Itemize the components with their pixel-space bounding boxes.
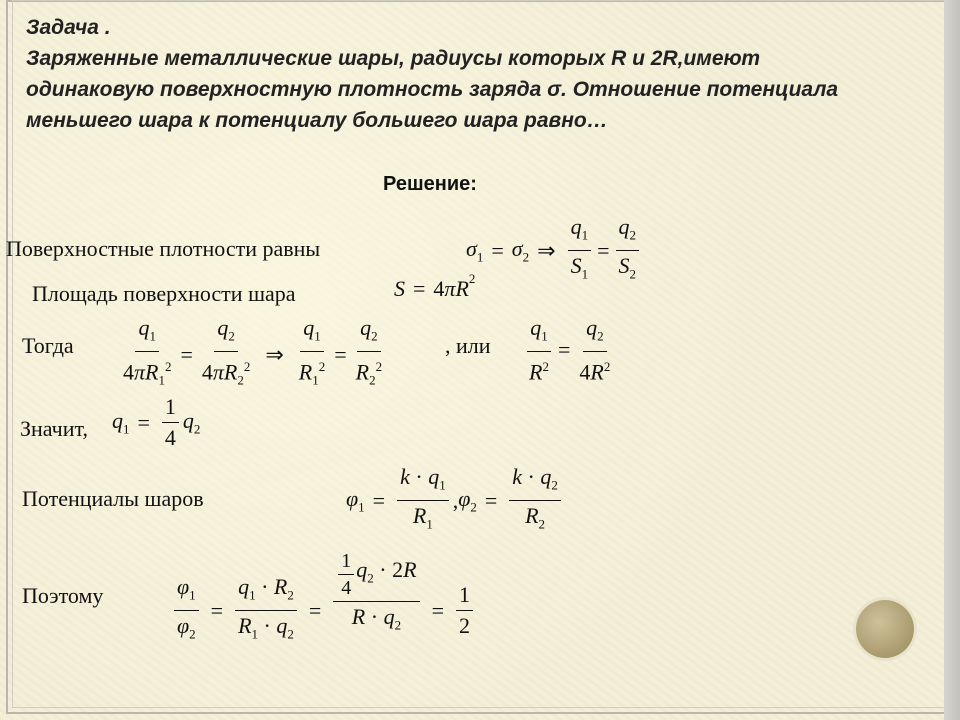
task-line-2: одинаковую поверхностную плотность заряда σ. Отношение потенциала <box>26 78 839 101</box>
or-label: , или <box>445 333 491 358</box>
task-line-3: меньшего шара к потенциалу большего шара равно… <box>26 109 608 132</box>
area-formula: S = 4 πR $^2$ <box>394 271 476 301</box>
densities-formula: $\sigma_1$ = $\sigma_2$ ⇒ $\frac{q_1}{S_1}$ = $\frac{q_2}{S_2}$ <box>466 214 643 288</box>
task-heading: Задача . <box>26 16 111 39</box>
area-label: Площадь поверхности шара <box>32 281 296 306</box>
means-label: Значит, <box>20 416 88 441</box>
or-formula: $\frac{q_1}{R^2}$ = $\frac{q_2}{4R^2}$ <box>529 315 611 385</box>
right-edge-bar <box>944 0 960 720</box>
potentials-label: Потенциалы шаров <box>22 486 204 511</box>
therefore-formula: $\frac{\varphi_1}{\varphi_2}$ = $\frac{q_1 \cdot R_2}{R_1 \cdot q_2}$ = $\frac{1}{4}$ $q_2 \cdot 2R$ $R \cdot q_2$ = $\frac{1}{2}$ <box>170 540 477 648</box>
task-line-1: Заряженные металлические шары, радиусы которых R и 2R,имеют <box>26 47 761 70</box>
therefore-label: Поэтому <box>22 583 104 608</box>
then-label: Тогда <box>22 333 74 358</box>
task-statement <box>26 12 926 136</box>
potentials-formula: $\varphi_1$ = $\frac{k \cdot q_1}{R_1}$ , $\varphi_2$ = $\frac{k \cdot q_2}{R_2}$ <box>346 464 565 538</box>
decorative-circle <box>856 600 914 658</box>
densities-label: Поверхностные плотности равны <box>6 236 321 261</box>
solution-title: Решение: <box>383 173 477 195</box>
means-formula: $q_1$ = $\frac{1}{4}$ $q_2$ <box>112 394 201 450</box>
then-formula: $\frac{q_1}{4\pi R_1^2}$ = $\frac{q_2}{4\pi R_2^2}$ ⇒ $\frac{q_1}{R_1^2}$ = $\frac{q_2}{R_2^2}$ <box>123 315 383 389</box>
